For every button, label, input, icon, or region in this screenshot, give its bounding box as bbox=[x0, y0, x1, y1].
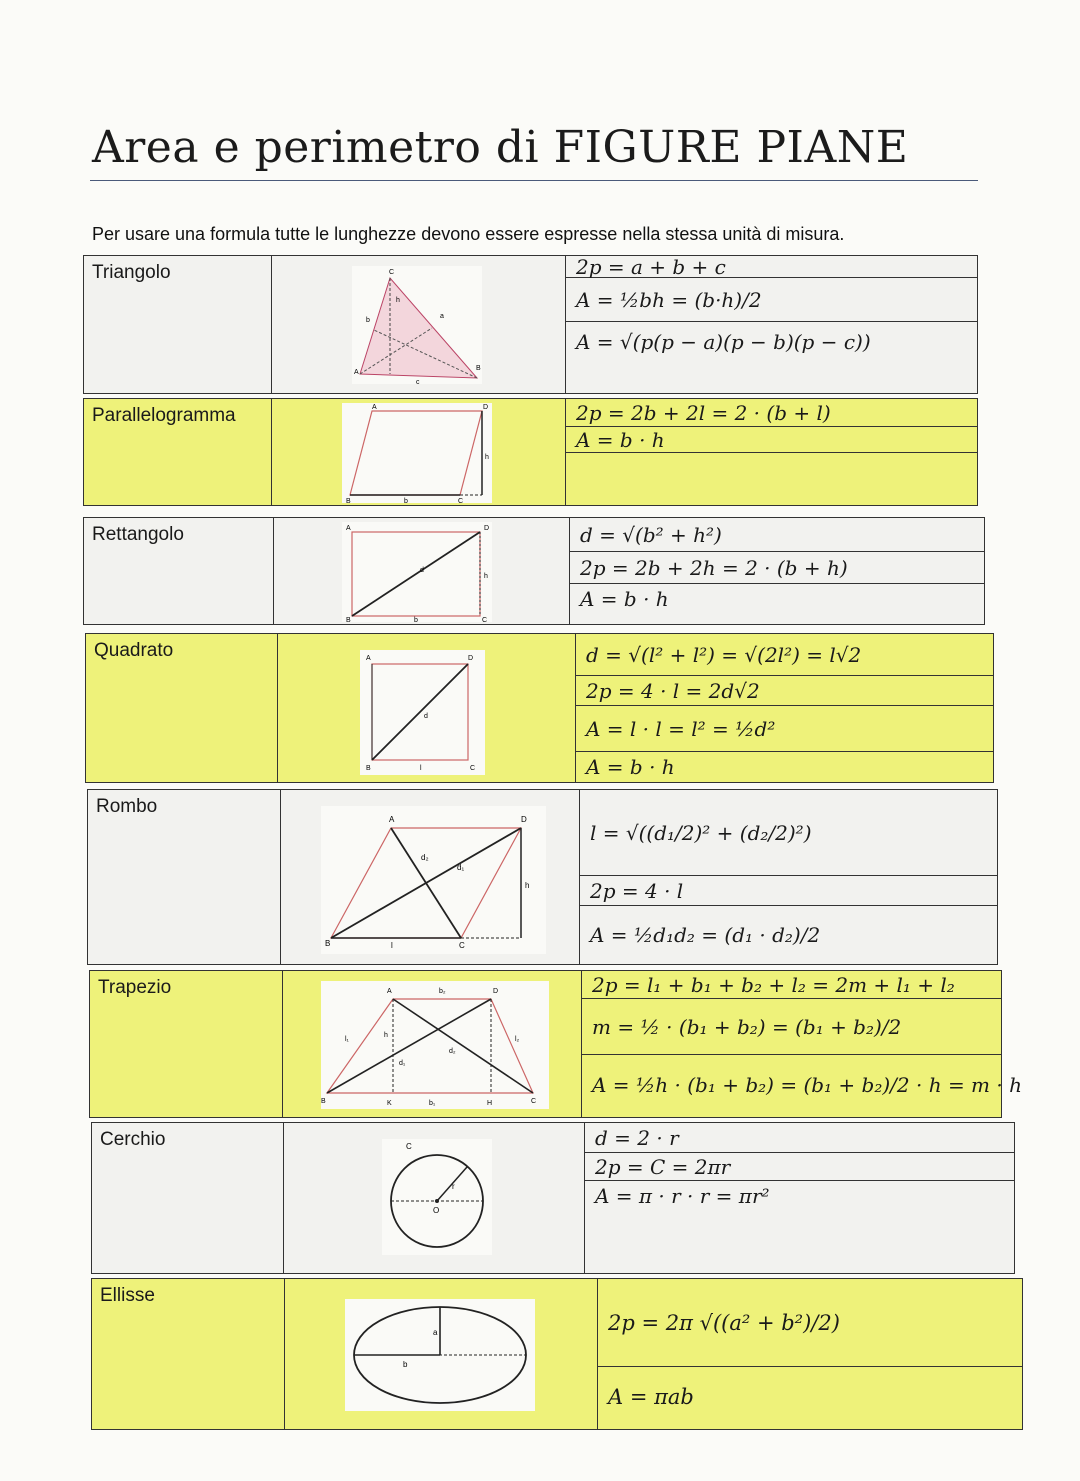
formula-cell bbox=[579, 790, 997, 964]
svg-text:A: A bbox=[354, 369, 359, 376]
svg-text:B: B bbox=[346, 617, 351, 622]
shape-name: Trapezio bbox=[90, 971, 283, 1117]
formula-line: A = πab bbox=[608, 1385, 694, 1409]
figure-cell bbox=[285, 1279, 597, 1429]
formula-line: 2p = 4 · l = 2d√2 bbox=[576, 676, 993, 706]
svg-text:B: B bbox=[321, 1098, 326, 1105]
svg-text:A: A bbox=[346, 525, 351, 532]
figure-cell bbox=[284, 1123, 584, 1273]
svg-text:l: l bbox=[391, 941, 393, 950]
formula-line: A = b · h bbox=[586, 755, 675, 779]
formula-line: A = ½d₁d₂ = (d₁ · d₂)/2 bbox=[590, 923, 821, 947]
formula-cell bbox=[565, 399, 977, 505]
rectangle-figure bbox=[342, 522, 492, 622]
page-title: Area e perimetro di FIGURE PIANE bbox=[92, 122, 909, 173]
formula-line: A = ½bh = (b·h)/2 bbox=[566, 278, 977, 322]
row-triangolo bbox=[83, 255, 978, 394]
svg-text:h: h bbox=[525, 881, 530, 890]
svg-text:a: a bbox=[433, 1328, 438, 1337]
row-rombo bbox=[87, 789, 998, 965]
trapezoid-figure bbox=[321, 981, 549, 1109]
svg-text:d: d bbox=[420, 567, 424, 574]
formula-line: 2p = C = 2πr bbox=[585, 1153, 1014, 1181]
row-quadrato bbox=[85, 633, 994, 783]
formula-cell bbox=[581, 971, 1022, 1117]
svg-text:h: h bbox=[384, 1032, 388, 1039]
svg-text:A: A bbox=[366, 655, 371, 662]
formula-line: m = ½ · (b₁ + b₂) = (b₁ + b₂)/2 bbox=[582, 999, 1001, 1055]
svg-text:B: B bbox=[325, 939, 331, 948]
svg-text:H: H bbox=[487, 1100, 493, 1107]
svg-text:B: B bbox=[346, 498, 351, 503]
svg-text:B: B bbox=[366, 765, 371, 772]
formula-line: 2p = 2b + 2l = 2 · (b + l) bbox=[566, 399, 977, 427]
shape-name: Rombo bbox=[88, 790, 281, 964]
formula-line: 2p = 2π √((a² + b²)/2) bbox=[598, 1279, 1022, 1367]
formula-line: A = √(p(p − a)(p − b)(p − c)) bbox=[576, 330, 871, 354]
svg-text:a: a bbox=[440, 313, 444, 320]
svg-text:C: C bbox=[389, 269, 395, 276]
formula-line: A = π · r · r = πr² bbox=[595, 1184, 770, 1208]
formula-line: 2p = 4 · l bbox=[580, 876, 997, 906]
svg-text:h: h bbox=[484, 573, 488, 580]
row-parallelogramma bbox=[83, 398, 978, 506]
svg-text:h: h bbox=[485, 454, 489, 461]
svg-text:l: l bbox=[420, 765, 422, 772]
svg-text:r: r bbox=[452, 1182, 455, 1191]
svg-text:D: D bbox=[493, 988, 499, 995]
svg-text:b₂: b₂ bbox=[439, 988, 446, 995]
rhombus-figure bbox=[321, 806, 546, 954]
shape-name: Ellisse bbox=[92, 1279, 285, 1429]
svg-text:b: b bbox=[403, 1360, 408, 1369]
svg-text:B: B bbox=[476, 365, 481, 372]
svg-text:d₁: d₁ bbox=[399, 1060, 406, 1067]
formula-cell bbox=[575, 634, 993, 782]
formula-line: 2p = 2b + 2h = 2 · (b + h) bbox=[570, 552, 984, 584]
figure-cell bbox=[283, 971, 581, 1117]
svg-text:K: K bbox=[387, 1100, 392, 1107]
svg-text:O: O bbox=[433, 1206, 440, 1215]
svg-text:C: C bbox=[470, 765, 476, 772]
formula-line: d = √(b² + h²) bbox=[570, 518, 984, 552]
row-trapezio bbox=[89, 970, 1022, 1118]
row-rettangolo bbox=[83, 517, 985, 625]
formula-line: d = 2 · r bbox=[585, 1123, 1014, 1153]
row-cerchio bbox=[91, 1122, 1015, 1274]
svg-text:b₁: b₁ bbox=[429, 1100, 436, 1107]
shape-name: Parallelogramma bbox=[84, 399, 272, 505]
svg-text:A: A bbox=[387, 988, 392, 995]
figure-cell bbox=[278, 634, 575, 782]
row-ellisse bbox=[91, 1278, 1023, 1430]
svg-text:C: C bbox=[459, 941, 465, 950]
shape-name: Rettangolo bbox=[84, 518, 274, 624]
subtitle: Per usare una formula tutte le lunghezze devono essere espresse nella stessa unità di misura. bbox=[92, 224, 845, 244]
svg-text:c: c bbox=[416, 379, 420, 384]
formula-line: d = √(l² + l²) = √(2l²) = l√2 bbox=[576, 634, 993, 676]
circle-figure bbox=[382, 1139, 492, 1255]
svg-text:h: h bbox=[396, 297, 400, 304]
formula-line: A = b · h bbox=[566, 427, 977, 453]
formula-cell bbox=[565, 256, 977, 393]
figure-cell bbox=[272, 256, 565, 393]
svg-text:l₁: l₁ bbox=[345, 1036, 349, 1043]
figure-cell bbox=[281, 790, 579, 964]
svg-text:C: C bbox=[458, 498, 464, 503]
figure-cell bbox=[274, 518, 569, 624]
formula-line: l = √((d₁/2)² + (d₂/2)²) bbox=[580, 790, 997, 876]
svg-text:d₂: d₂ bbox=[421, 853, 429, 862]
svg-text:d₂: d₂ bbox=[449, 1048, 456, 1055]
title-underline bbox=[90, 180, 978, 181]
svg-text:b: b bbox=[414, 617, 418, 622]
svg-text:D: D bbox=[468, 655, 474, 662]
svg-text:d₁: d₁ bbox=[457, 863, 465, 872]
formula-line: A = b · h bbox=[580, 587, 669, 611]
ellipse-figure bbox=[345, 1299, 535, 1411]
formula-line: A = ½h · (b₁ + b₂) = (b₁ + b₂)/2 · h = m · h bbox=[592, 1073, 1022, 1097]
formula-line: 2p = a + b + c bbox=[566, 256, 977, 278]
svg-text:d: d bbox=[424, 713, 428, 720]
formula-cell bbox=[584, 1123, 1014, 1273]
svg-text:D: D bbox=[484, 525, 490, 532]
formula-line bbox=[566, 453, 977, 505]
formula-line: 2p = l₁ + b₁ + b₂ + l₂ = 2m + l₁ + l₂ bbox=[582, 971, 1001, 999]
svg-text:D: D bbox=[521, 815, 527, 824]
svg-text:A: A bbox=[372, 404, 377, 411]
square-figure bbox=[360, 650, 485, 775]
svg-text:l₂: l₂ bbox=[515, 1036, 520, 1043]
svg-text:b: b bbox=[404, 498, 408, 503]
svg-text:C: C bbox=[531, 1098, 537, 1105]
svg-text:D: D bbox=[483, 404, 489, 411]
formula-cell bbox=[569, 518, 984, 624]
svg-text:b: b bbox=[366, 317, 370, 324]
parallelogram-figure bbox=[342, 403, 492, 503]
svg-text:C: C bbox=[482, 617, 488, 622]
shape-name: Cerchio bbox=[92, 1123, 284, 1273]
shape-name: Triangolo bbox=[84, 256, 272, 393]
shape-name: Quadrato bbox=[86, 634, 278, 782]
svg-text:A: A bbox=[389, 815, 395, 824]
formula-line: A = l · l = l² = ½d² bbox=[576, 706, 993, 752]
figure-cell bbox=[272, 399, 565, 505]
svg-text:C: C bbox=[406, 1142, 412, 1151]
triangle-figure bbox=[352, 266, 482, 384]
formula-cell bbox=[597, 1279, 1022, 1429]
